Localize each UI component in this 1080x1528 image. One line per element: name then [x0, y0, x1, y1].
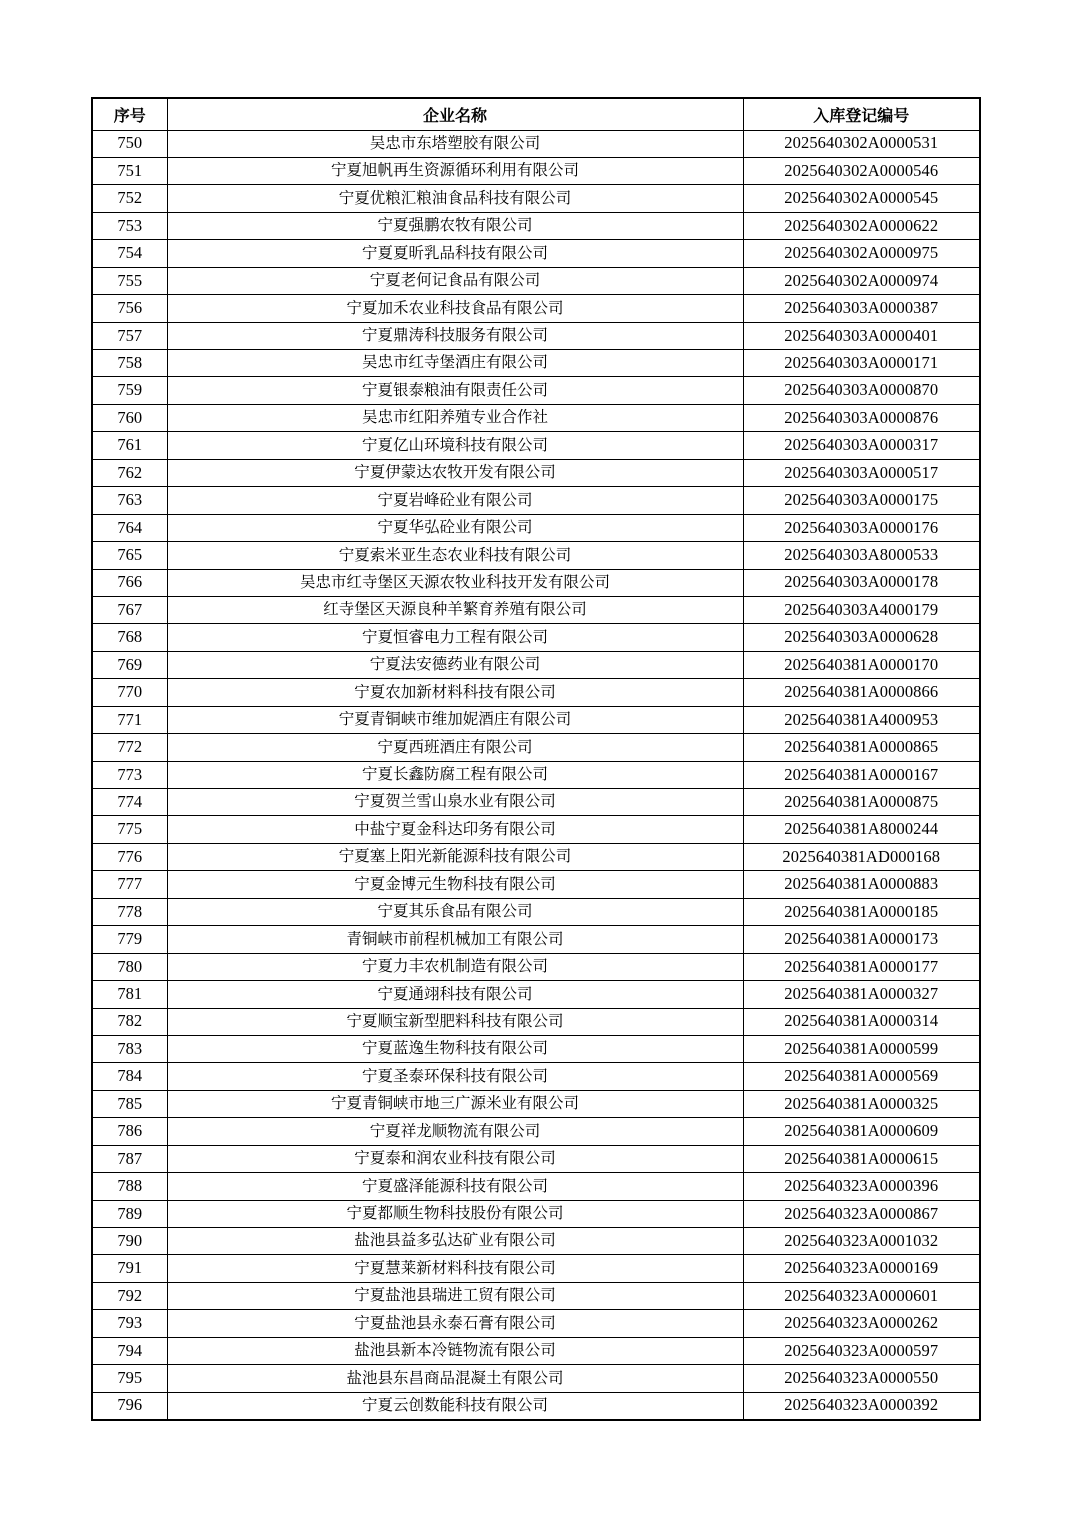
serial-number-cell: 796 — [92, 1392, 167, 1419]
table-row — [92, 1063, 980, 1090]
table-row — [92, 1228, 980, 1255]
serial-number-cell: 791 — [92, 1255, 167, 1282]
registration-number-cell: 2025640303A4000179 — [743, 596, 980, 623]
company-name-cell: 红寺堡区天源良种羊繁育养殖有限公司 — [167, 596, 743, 623]
serial-number-cell: 770 — [92, 679, 167, 706]
table-row — [92, 487, 980, 514]
registration-number-cell: 2025640381A0000865 — [743, 734, 980, 761]
company-name-cell: 宁夏通翊科技有限公司 — [167, 981, 743, 1008]
table-row — [92, 1035, 980, 1062]
serial-number-cell: 779 — [92, 926, 167, 953]
table-row — [92, 569, 980, 596]
registration-number-cell: 2025640381A0000185 — [743, 898, 980, 925]
serial-number-cell: 754 — [92, 240, 167, 267]
registration-number-cell: 2025640302A0000974 — [743, 267, 980, 294]
table-row — [92, 1008, 980, 1035]
company-name-cell: 宁夏夏昕乳品科技有限公司 — [167, 240, 743, 267]
serial-number-cell: 760 — [92, 404, 167, 431]
serial-number-cell: 778 — [92, 898, 167, 925]
table-row — [92, 1282, 980, 1309]
header-serial-number: 序号 — [92, 98, 167, 130]
registration-number-cell: 2025640323A0000597 — [743, 1337, 980, 1364]
table-row — [92, 624, 980, 651]
serial-number-cell: 750 — [92, 130, 167, 157]
serial-number-cell: 786 — [92, 1118, 167, 1145]
table-row — [92, 377, 980, 404]
registration-number-cell: 2025640323A0000262 — [743, 1310, 980, 1337]
table-row — [92, 432, 980, 459]
serial-number-cell: 790 — [92, 1228, 167, 1255]
company-name-cell: 宁夏银泰粮油有限责任公司 — [167, 377, 743, 404]
registration-number-cell: 2025640323A0000550 — [743, 1365, 980, 1392]
table-row — [92, 1255, 980, 1282]
serial-number-cell: 783 — [92, 1035, 167, 1062]
header-row — [92, 98, 980, 130]
company-name-cell: 吴忠市红寺堡区天源农牧业科技开发有限公司 — [167, 569, 743, 596]
table-row — [92, 789, 980, 816]
table-row — [92, 542, 980, 569]
serial-number-cell: 765 — [92, 542, 167, 569]
company-name-cell: 宁夏盐池县永泰石膏有限公司 — [167, 1310, 743, 1337]
serial-number-cell: 762 — [92, 459, 167, 486]
registration-number-cell: 2025640303A8000533 — [743, 542, 980, 569]
company-name-cell: 宁夏盛泽能源科技有限公司 — [167, 1173, 743, 1200]
registration-number-cell: 2025640381A4000953 — [743, 706, 980, 733]
serial-number-cell: 777 — [92, 871, 167, 898]
table-row — [92, 651, 980, 678]
table-row — [92, 706, 980, 733]
table-row — [92, 1200, 980, 1227]
company-name-cell: 吴忠市东塔塑胶有限公司 — [167, 130, 743, 157]
company-name-cell: 宁夏都顺生物科技股份有限公司 — [167, 1200, 743, 1227]
serial-number-cell: 785 — [92, 1090, 167, 1117]
table-row — [92, 898, 980, 925]
company-name-cell: 宁夏青铜峡市维加妮酒庄有限公司 — [167, 706, 743, 733]
registration-number-cell: 2025640381A0000327 — [743, 981, 980, 1008]
company-name-cell: 宁夏华弘砼业有限公司 — [167, 514, 743, 541]
registration-number-cell: 2025640303A0000628 — [743, 624, 980, 651]
company-name-cell: 宁夏鼎涛科技服务有限公司 — [167, 322, 743, 349]
company-name-cell: 宁夏长鑫防腐工程有限公司 — [167, 761, 743, 788]
table-header — [92, 98, 980, 130]
header-company-name: 企业名称 — [167, 98, 743, 130]
company-name-cell: 宁夏加禾农业科技食品有限公司 — [167, 295, 743, 322]
table-row — [92, 212, 980, 239]
registration-number-cell: 2025640381A0000167 — [743, 761, 980, 788]
serial-number-cell: 788 — [92, 1173, 167, 1200]
registration-number-cell: 2025640303A0000317 — [743, 432, 980, 459]
registration-number-cell: 2025640302A0000622 — [743, 212, 980, 239]
serial-number-cell: 755 — [92, 267, 167, 294]
table-row — [92, 843, 980, 870]
registration-number-cell: 2025640381A0000170 — [743, 651, 980, 678]
company-name-cell: 宁夏金博元生物科技有限公司 — [167, 871, 743, 898]
serial-number-cell: 789 — [92, 1200, 167, 1227]
table-row — [92, 1118, 980, 1145]
serial-number-cell: 751 — [92, 157, 167, 184]
registration-number-cell: 2025640381A0000325 — [743, 1090, 980, 1117]
company-name-cell: 宁夏法安德药业有限公司 — [167, 651, 743, 678]
registration-number-cell: 2025640303A0000175 — [743, 487, 980, 514]
company-name-cell: 盐池县新本冷链物流有限公司 — [167, 1337, 743, 1364]
header-registration-number: 入库登记编号 — [743, 98, 980, 130]
serial-number-cell: 771 — [92, 706, 167, 733]
registration-number-cell: 2025640381A0000599 — [743, 1035, 980, 1062]
table-row — [92, 404, 980, 431]
table-row — [92, 295, 980, 322]
serial-number-cell: 764 — [92, 514, 167, 541]
registration-number-cell: 2025640381A0000866 — [743, 679, 980, 706]
registration-number-cell: 2025640323A0000396 — [743, 1173, 980, 1200]
company-name-cell: 宁夏云创数能科技有限公司 — [167, 1392, 743, 1419]
company-name-cell: 宁夏优粮汇粮油食品科技有限公司 — [167, 185, 743, 212]
serial-number-cell: 776 — [92, 843, 167, 870]
company-name-cell: 宁夏祥龙顺物流有限公司 — [167, 1118, 743, 1145]
company-name-cell: 宁夏强鹏农牧有限公司 — [167, 212, 743, 239]
registration-number-cell: 2025640323A0001032 — [743, 1228, 980, 1255]
serial-number-cell: 761 — [92, 432, 167, 459]
company-name-cell: 宁夏旭帆再生资源循环利用有限公司 — [167, 157, 743, 184]
registration-number-cell: 2025640381A0000569 — [743, 1063, 980, 1090]
company-name-cell: 宁夏泰和润农业科技有限公司 — [167, 1145, 743, 1172]
table-row — [92, 761, 980, 788]
registration-number-cell: 2025640303A0000387 — [743, 295, 980, 322]
company-name-cell: 宁夏贺兰雪山泉水业有限公司 — [167, 789, 743, 816]
table-row — [92, 1145, 980, 1172]
table-row — [92, 734, 980, 761]
company-name-cell: 宁夏慧莱新材料科技有限公司 — [167, 1255, 743, 1282]
registration-number-cell: 2025640323A0000169 — [743, 1255, 980, 1282]
serial-number-cell: 769 — [92, 651, 167, 678]
serial-number-cell: 767 — [92, 596, 167, 623]
registration-number-cell: 2025640303A0000176 — [743, 514, 980, 541]
registration-number-cell: 2025640302A0000975 — [743, 240, 980, 267]
table-row — [92, 185, 980, 212]
company-name-cell: 宁夏力丰农机制造有限公司 — [167, 953, 743, 980]
company-name-cell: 盐池县东昌商品混凝土有限公司 — [167, 1365, 743, 1392]
registration-number-cell: 2025640303A0000517 — [743, 459, 980, 486]
serial-number-cell: 757 — [92, 322, 167, 349]
table-row — [92, 157, 980, 184]
table-row — [92, 1337, 980, 1364]
registration-number-cell: 2025640323A0000392 — [743, 1392, 980, 1419]
serial-number-cell: 752 — [92, 185, 167, 212]
table-row — [92, 350, 980, 377]
company-name-cell: 宁夏其乐食品有限公司 — [167, 898, 743, 925]
table-row — [92, 679, 980, 706]
company-name-cell: 宁夏青铜峡市地三广源米业有限公司 — [167, 1090, 743, 1117]
registration-number-cell: 2025640381A0000173 — [743, 926, 980, 953]
company-name-cell: 宁夏塞上阳光新能源科技有限公司 — [167, 843, 743, 870]
table-row — [92, 953, 980, 980]
registration-number-cell: 2025640303A0000171 — [743, 350, 980, 377]
enterprise-registry-table-container — [91, 97, 979, 1421]
registration-number-cell: 2025640381A0000615 — [743, 1145, 980, 1172]
table-row — [92, 871, 980, 898]
registration-number-cell: 2025640381A0000314 — [743, 1008, 980, 1035]
registration-number-cell: 2025640302A0000531 — [743, 130, 980, 157]
serial-number-cell: 772 — [92, 734, 167, 761]
serial-number-cell: 792 — [92, 1282, 167, 1309]
company-name-cell: 宁夏圣泰环保科技有限公司 — [167, 1063, 743, 1090]
serial-number-cell: 766 — [92, 569, 167, 596]
company-name-cell: 宁夏盐池县瑞进工贸有限公司 — [167, 1282, 743, 1309]
table-body — [92, 130, 980, 1420]
registration-number-cell: 2025640381A0000883 — [743, 871, 980, 898]
company-name-cell: 吴忠市红寺堡酒庄有限公司 — [167, 350, 743, 377]
registration-number-cell: 2025640381A0000177 — [743, 953, 980, 980]
registration-number-cell: 2025640303A0000870 — [743, 377, 980, 404]
registration-number-cell: 2025640323A0000601 — [743, 1282, 980, 1309]
table-row — [92, 926, 980, 953]
registration-number-cell: 2025640381A0000875 — [743, 789, 980, 816]
company-name-cell: 青铜峡市前程机械加工有限公司 — [167, 926, 743, 953]
table-row — [92, 514, 980, 541]
table-row — [92, 267, 980, 294]
table-row — [92, 1392, 980, 1419]
table-row — [92, 130, 980, 157]
serial-number-cell: 774 — [92, 789, 167, 816]
serial-number-cell: 759 — [92, 377, 167, 404]
serial-number-cell: 787 — [92, 1145, 167, 1172]
registration-number-cell: 2025640303A0000401 — [743, 322, 980, 349]
registration-number-cell: 2025640381A0000609 — [743, 1118, 980, 1145]
serial-number-cell: 793 — [92, 1310, 167, 1337]
table-row — [92, 240, 980, 267]
company-name-cell: 宁夏岩峰砼业有限公司 — [167, 487, 743, 514]
enterprise-registry-table — [91, 97, 981, 1421]
table-row — [92, 1365, 980, 1392]
company-name-cell: 宁夏西班酒庄有限公司 — [167, 734, 743, 761]
table-row — [92, 1310, 980, 1337]
serial-number-cell: 773 — [92, 761, 167, 788]
company-name-cell: 中盐宁夏金科达印务有限公司 — [167, 816, 743, 843]
table-row — [92, 596, 980, 623]
serial-number-cell: 781 — [92, 981, 167, 1008]
serial-number-cell: 758 — [92, 350, 167, 377]
company-name-cell: 宁夏蓝逸生物科技有限公司 — [167, 1035, 743, 1062]
table-row — [92, 1173, 980, 1200]
registration-number-cell: 2025640302A0000546 — [743, 157, 980, 184]
registration-number-cell: 2025640381A8000244 — [743, 816, 980, 843]
table-row — [92, 1090, 980, 1117]
company-name-cell: 吴忠市红阳养殖专业合作社 — [167, 404, 743, 431]
serial-number-cell: 782 — [92, 1008, 167, 1035]
serial-number-cell: 794 — [92, 1337, 167, 1364]
serial-number-cell: 775 — [92, 816, 167, 843]
company-name-cell: 宁夏农加新材料科技有限公司 — [167, 679, 743, 706]
serial-number-cell: 780 — [92, 953, 167, 980]
registration-number-cell: 2025640323A0000867 — [743, 1200, 980, 1227]
company-name-cell: 宁夏索米亚生态农业科技有限公司 — [167, 542, 743, 569]
company-name-cell: 宁夏顺宝新型肥料科技有限公司 — [167, 1008, 743, 1035]
company-name-cell: 宁夏伊蒙达农牧开发有限公司 — [167, 459, 743, 486]
registration-number-cell: 2025640381AD000168 — [743, 843, 980, 870]
table-row — [92, 459, 980, 486]
table-row — [92, 322, 980, 349]
serial-number-cell: 768 — [92, 624, 167, 651]
registration-number-cell: 2025640302A0000545 — [743, 185, 980, 212]
serial-number-cell: 753 — [92, 212, 167, 239]
company-name-cell: 盐池县益多弘达矿业有限公司 — [167, 1228, 743, 1255]
company-name-cell: 宁夏恒睿电力工程有限公司 — [167, 624, 743, 651]
serial-number-cell: 763 — [92, 487, 167, 514]
table-row — [92, 816, 980, 843]
serial-number-cell: 756 — [92, 295, 167, 322]
company-name-cell: 宁夏老何记食品有限公司 — [167, 267, 743, 294]
company-name-cell: 宁夏亿山环境科技有限公司 — [167, 432, 743, 459]
table-row — [92, 981, 980, 1008]
serial-number-cell: 784 — [92, 1063, 167, 1090]
registration-number-cell: 2025640303A0000178 — [743, 569, 980, 596]
registration-number-cell: 2025640303A0000876 — [743, 404, 980, 431]
serial-number-cell: 795 — [92, 1365, 167, 1392]
